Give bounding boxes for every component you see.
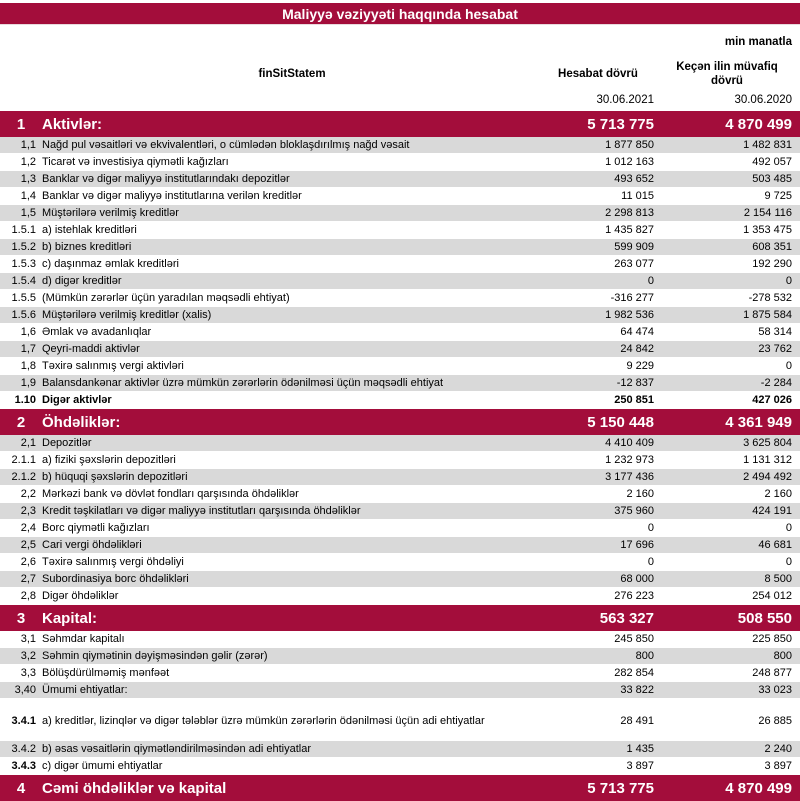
row-value-previous: 248 877 [752, 667, 792, 679]
row-label: c) digər ümumi ehtiyatlar [42, 760, 163, 772]
table-row [0, 341, 800, 358]
row-label: Səhmdar kapitalı [42, 633, 125, 645]
row-value-previous: 427 026 [752, 394, 792, 406]
row-value-current: 800 [635, 650, 654, 662]
row-label: Balansdankənar aktivlər üzrə mümkün zərərlərin ödənilməsi üçün məqsədli ehtiyat [42, 377, 444, 389]
row-value-current: 0 [647, 522, 654, 534]
row-value-current: -316 277 [610, 292, 654, 304]
table-row [0, 665, 800, 682]
section-number: 4 [16, 779, 26, 797]
row-label: Banklar və digər maliyyə institutlarındakı depozitlər [42, 173, 290, 185]
row-label: (Mümkün zərərlər üçün yaradılan məqsədli ehtiyat) [42, 292, 290, 304]
row-value-previous: 800 [773, 650, 792, 662]
row-id: 1,3 [20, 173, 36, 185]
table-row [0, 758, 800, 775]
column-header-statement: finSitStatem [258, 68, 326, 80]
table-row [0, 486, 800, 503]
row-value-previous: -2 284 [760, 377, 792, 389]
row-label: Depozitlər [42, 437, 92, 449]
report-title: Maliyyə vəziyyəti haqqında hesabat [282, 6, 518, 22]
report-section [0, 111, 800, 409]
row-label: a) istehlak kreditləri [42, 224, 137, 236]
section-total-current: 5 150 448 [587, 413, 654, 431]
row-value-current: 493 652 [614, 173, 654, 185]
table-row [0, 648, 800, 665]
table-row [0, 324, 800, 341]
row-id: 3.4.3 [11, 760, 36, 772]
row-value-previous: 225 850 [752, 633, 792, 645]
period-dates-row [0, 92, 800, 108]
row-label: Banklar və digər maliyyə institutlarına verilən kreditlər [42, 190, 302, 202]
row-id: 1,9 [20, 377, 36, 389]
row-value-previous: 1 131 312 [743, 454, 792, 466]
row-value-current: 4 410 409 [605, 437, 654, 449]
previous-period-date: 30.06.2020 [734, 94, 792, 106]
table-row [0, 290, 800, 307]
table-row [0, 520, 800, 537]
section-rows [0, 137, 800, 409]
row-value-previous: 33 023 [758, 684, 792, 696]
row-label: d) digər kreditlər [42, 275, 122, 287]
row-id: 2,4 [20, 522, 36, 534]
row-id: 2.1.1 [11, 454, 36, 466]
row-id: 1.5.5 [11, 292, 36, 304]
row-value-current: 0 [647, 556, 654, 568]
row-value-current: 64 474 [620, 326, 654, 338]
table-row [0, 171, 800, 188]
table-row [0, 682, 800, 699]
row-value-previous: 1 482 831 [743, 139, 792, 151]
row-value-current: 3 897 [626, 760, 654, 772]
section-title: Öhdəliklər: [42, 413, 121, 431]
row-value-previous: 0 [785, 275, 792, 287]
row-label: b) əsas vəsaitlərin qiymətləndirilməsindən adi ehtiyatlar [42, 743, 312, 755]
row-label: Nağd pul vəsaitləri və ekvivalentləri, o cümlədən bloklaşdırılmış nağd vəsait [42, 139, 410, 151]
row-label: Mərkəzi bank və dövlət fondları qarşısında öhdəliklər [42, 488, 299, 500]
row-label: Əmlak və avadanlıqlar [42, 326, 152, 338]
row-label: Subordinasiya borc öhdəlikləri [42, 573, 189, 585]
table-row [0, 435, 800, 452]
table-row [0, 375, 800, 392]
table-row [0, 358, 800, 375]
table-row [0, 631, 800, 648]
row-value-current: 1 435 827 [605, 224, 654, 236]
row-id: 3,3 [20, 667, 36, 679]
row-id: 1,6 [20, 326, 36, 338]
row-value-previous: 0 [785, 522, 792, 534]
row-value-previous: 2 160 [764, 488, 792, 500]
row-value-previous: 23 762 [758, 343, 792, 355]
table-row [0, 205, 800, 222]
row-id: 3,1 [20, 633, 36, 645]
column-header-previous-period: Keçən ilin müvafiq dövrü [676, 60, 778, 87]
report-section [0, 409, 800, 605]
row-value-current: 1 877 850 [605, 139, 654, 151]
row-id: 2,5 [20, 539, 36, 551]
row-value-current: 375 960 [614, 505, 654, 517]
row-value-previous: 46 681 [758, 539, 792, 551]
row-id: 1.5.2 [11, 241, 36, 253]
row-value-current: 245 850 [614, 633, 654, 645]
section-rows [0, 435, 800, 605]
row-id: 3.4.1 [11, 715, 36, 727]
current-period-date: 30.06.2021 [596, 94, 654, 106]
table-row [0, 256, 800, 273]
row-value-previous: 254 012 [752, 590, 792, 602]
row-value-previous: 1 353 475 [743, 224, 792, 236]
row-value-current: 276 223 [614, 590, 654, 602]
section-rows [0, 631, 800, 775]
row-id: 1,8 [20, 360, 36, 372]
section-number: 2 [16, 413, 26, 431]
row-value-current: 250 851 [614, 394, 654, 406]
section-header-bar [0, 775, 800, 801]
row-value-current: 263 077 [614, 258, 654, 270]
row-value-previous: 192 290 [752, 258, 792, 270]
section-total-previous: 4 870 499 [725, 779, 792, 797]
row-id: 1,4 [20, 190, 36, 202]
row-id: 2.1.2 [11, 471, 36, 483]
row-value-current: 28 491 [620, 715, 654, 727]
row-value-previous: 492 057 [752, 156, 792, 168]
section-header-bar [0, 111, 800, 137]
column-header-current-period: Hesabat dövrü [558, 67, 638, 80]
row-value-current: 1 982 536 [605, 309, 654, 321]
row-value-current: 24 842 [620, 343, 654, 355]
row-id: 2,1 [20, 437, 36, 449]
row-label: Kredit təşkilatları və digər maliyyə institutları qarşısında öhdəliklər [42, 505, 361, 517]
row-value-current: 599 909 [614, 241, 654, 253]
section-number: 3 [16, 609, 26, 627]
row-value-current: 1 435 [626, 743, 654, 755]
section-header-bar [0, 605, 800, 631]
row-value-previous: 8 500 [764, 573, 792, 585]
unit-note: min manatla [724, 36, 792, 48]
row-value-previous: 2 494 492 [743, 471, 792, 483]
row-label: Bölüşdürülməmiş mənfəət [42, 667, 170, 679]
row-label: Borc qiymətli kağızları [42, 522, 150, 534]
section-total-previous: 4 870 499 [725, 115, 792, 133]
table-row [0, 707, 800, 736]
row-value-current: 17 696 [620, 539, 654, 551]
row-id: 2,7 [20, 573, 36, 585]
row-value-current: 11 015 [621, 190, 654, 202]
row-label: a) fiziki şəxslərin depozitləri [42, 454, 176, 466]
column-headers [0, 56, 800, 92]
table-row [0, 741, 800, 758]
row-value-previous: 0 [785, 360, 792, 372]
row-label: a) kreditlər, lizinqlər və digər tələblər üzrə mümkün zərərlərin ödənilməsi üçün adi ehtiyatlar [42, 715, 485, 727]
table-row [0, 239, 800, 256]
row-id: 2,2 [20, 488, 36, 500]
row-label: Təxirə salınmış vergi aktivləri [42, 360, 184, 372]
row-value-previous: -278 532 [748, 292, 792, 304]
row-id: 2,6 [20, 556, 36, 568]
row-value-previous: 58 314 [758, 326, 792, 338]
row-value-current: 9 229 [626, 360, 654, 372]
report-sections [0, 111, 800, 801]
row-value-previous: 0 [785, 556, 792, 568]
row-id: 3,2 [20, 650, 36, 662]
row-id: 3.4.2 [11, 743, 36, 755]
table-row [0, 554, 800, 571]
row-label: Ticarət və investisiya qiymətli kağızları [42, 156, 229, 168]
row-id: 1,2 [20, 156, 36, 168]
table-row [0, 588, 800, 605]
row-value-previous: 9 725 [764, 190, 792, 202]
report-section [0, 775, 800, 801]
row-label: Müştərilərə verilmiş kreditlər [42, 207, 179, 219]
row-value-previous: 503 485 [752, 173, 792, 185]
section-total-current: 5 713 775 [587, 779, 654, 797]
row-label: Təxirə salınmış vergi öhdəliyi [42, 556, 184, 568]
row-value-current: 33 822 [620, 684, 654, 696]
row-id: 1,7 [20, 343, 36, 355]
table-row [0, 222, 800, 239]
row-id: 2,8 [20, 590, 36, 602]
row-label: Digər aktivlər [42, 394, 112, 406]
row-value-current: 282 854 [614, 667, 654, 679]
table-row [0, 452, 800, 469]
table-row [0, 503, 800, 520]
row-value-previous: 2 240 [764, 743, 792, 755]
row-label: Cari vergi öhdəlikləri [42, 539, 142, 551]
row-value-current: 2 160 [626, 488, 654, 500]
row-value-current: 3 177 436 [605, 471, 654, 483]
row-label: Müştərilərə verilmiş kreditlər (xalis) [42, 309, 212, 321]
row-id: 3,40 [14, 684, 36, 696]
table-row [0, 137, 800, 154]
section-title: Cəmi öhdəliklər və kapital [42, 779, 227, 797]
table-row [0, 469, 800, 486]
row-id: 1.5.3 [11, 258, 36, 270]
row-label: c) daşınmaz əmlak kreditləri [42, 258, 179, 270]
table-row [0, 154, 800, 171]
row-label: Qeyri-maddi aktivlər [42, 343, 140, 355]
table-row [0, 537, 800, 554]
section-total-previous: 508 550 [737, 609, 792, 627]
section-total-current: 5 713 775 [587, 115, 654, 133]
section-title: Kapital: [42, 609, 98, 627]
report-section [0, 605, 800, 775]
table-row [0, 273, 800, 290]
row-id: 1.5.1 [11, 224, 36, 236]
row-value-previous: 424 191 [752, 505, 792, 517]
row-label: Səhmin qiymətinin dəyişməsindən gəlir (zərər) [42, 650, 268, 662]
row-id: 1,1 [20, 139, 36, 151]
row-id: 2,3 [20, 505, 36, 517]
row-value-current: 2 298 813 [605, 207, 654, 219]
row-id: 1.10 [14, 394, 36, 406]
section-total-current: 563 327 [599, 609, 654, 627]
row-value-current: -12 837 [616, 377, 654, 389]
row-value-previous: 26 885 [758, 715, 792, 727]
row-value-current: 1 012 163 [605, 156, 654, 168]
table-row [0, 188, 800, 205]
section-total-previous: 4 361 949 [725, 413, 792, 431]
row-label: Digər öhdəliklər [42, 590, 119, 602]
row-value-previous: 2 154 116 [743, 207, 792, 219]
table-row [0, 571, 800, 588]
row-label: b) hüquqi şəxslərin depozitləri [42, 471, 188, 483]
row-value-previous: 3 625 804 [743, 437, 792, 449]
report-title-bar [0, 3, 800, 25]
row-id: 1.5.6 [11, 309, 36, 321]
row-label: b) biznes kreditləri [42, 241, 132, 253]
table-row [0, 392, 800, 409]
row-value-previous: 608 351 [752, 241, 792, 253]
row-value-current: 68 000 [620, 573, 654, 585]
row-value-previous: 3 897 [764, 760, 792, 772]
row-value-current: 1 232 973 [605, 454, 654, 466]
row-id: 1.5.4 [11, 275, 36, 287]
section-number: 1 [16, 115, 26, 133]
row-value-previous: 1 875 584 [743, 309, 792, 321]
section-header-bar [0, 409, 800, 435]
row-id: 1,5 [20, 207, 36, 219]
row-label: Ümumi ehtiyatlar: [42, 684, 128, 696]
row-value-current: 0 [647, 275, 654, 287]
table-row [0, 307, 800, 324]
section-title: Aktivlər: [42, 115, 103, 133]
